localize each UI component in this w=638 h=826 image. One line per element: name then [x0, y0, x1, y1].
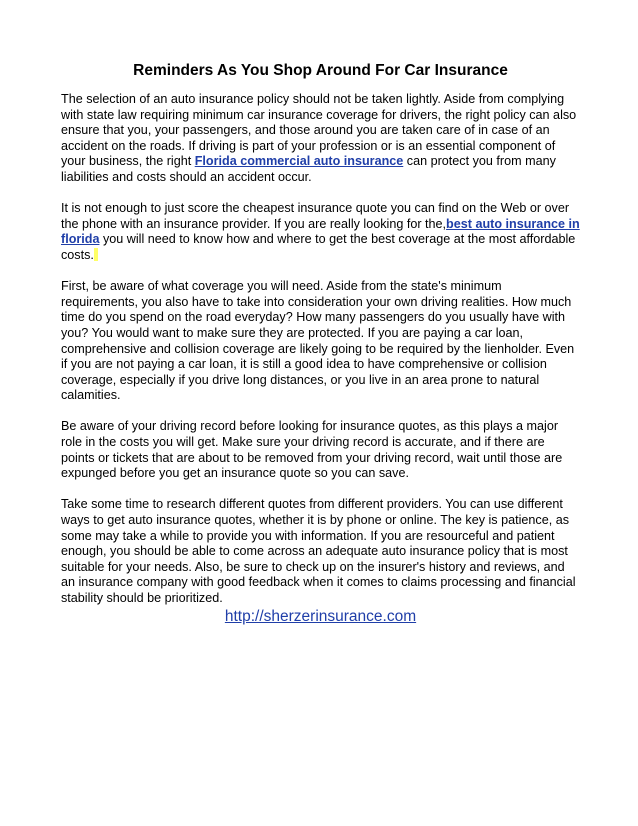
paragraph-2 [61, 201, 580, 263]
paragraph-2-text-before: It is not enough to just score the cheapest insurance quote you can find on the Web or over the phone with an insurance provider. If you are really looking for the, [61, 201, 570, 231]
website-link[interactable]: http://sherzerinsurance.com [224, 608, 417, 626]
paragraph-1 [61, 92, 580, 186]
website-footer [61, 608, 580, 626]
florida-commercial-auto-insurance-link[interactable]: Florida commercial auto insurance [194, 154, 404, 169]
paragraph-5: Take some time to research different quotes from different providers. You can use different ways to get auto insurance quotes, whether it is by phone or online. The key is patience, as some may take a while to provide you with information. If you are resourceful and patient enough, you should be able to come across an adequate auto insurance policy that is most suitable for your needs. Also, be sure to check up on the insurer's history and reviews, and an insurance company with good feedback when it comes to claims processing and financial stability should be prioritized. [61, 497, 576, 605]
paragraph-3: First, be aware of what coverage you will need. Aside from the state's minimum requirements, you also have to take into consideration your own driving realities. How much time do you spend on the road everyday? How many passengers do you usually have with you? You would want to make sure they are protected. If you are paying a car loan, comprehensive and collision coverage are likely going to be required by the lienholder. Even if you are not paying a car loan, it is still a good idea to have comprehensive or collision coverage, especially if you drive long distances, or you live in an area prone to natural calamities. [61, 279, 575, 403]
paragraph-1-text-after: can protect you from many liabilities and costs should an accident occur. [61, 154, 556, 184]
paragraph-4: Be aware of your driving record before looking for insurance quotes, as this plays a major role in the costs you will get. Make sure your driving record is accurate, and if there are points or tickets that are about to be removed from your driving record, wait until those are expunged before you get an insurance quote so you can save. [61, 419, 563, 481]
text-highlight-mark [94, 248, 98, 261]
paragraph-2-text-after: you will need to know how and where to get the best coverage at the most affordable costs. [61, 232, 576, 262]
paragraph-1-text-before: The selection of an auto insurance policy should not be taken lightly. Aside from complying with state law requiring minimum car insurance coverage for drivers, the right policy can also ensure that you, your passengers, and those around you are taken care of in case of an accident on the roads. If driving is part of your profession or is an essential component of your business, the right [61, 92, 577, 169]
page-title: Reminders As You Shop Around For Car Insurance [133, 62, 508, 79]
best-auto-insurance-florida-link[interactable]: best auto insurance in florida [61, 216, 580, 247]
